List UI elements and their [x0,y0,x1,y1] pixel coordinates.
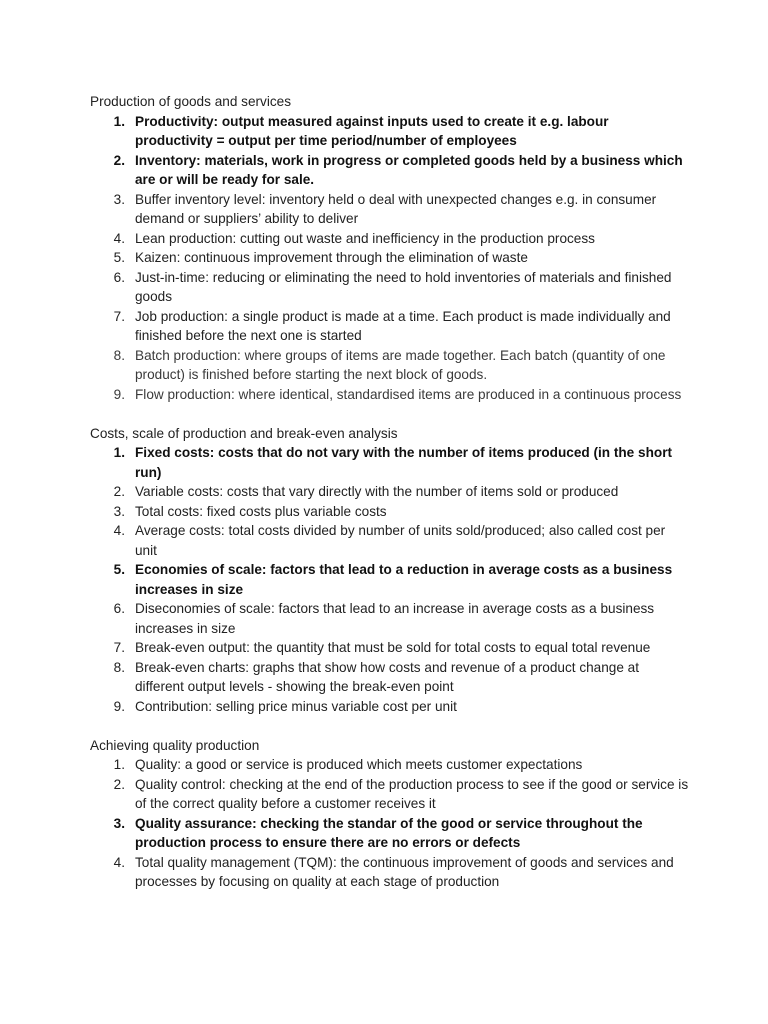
item-text: Kaizen: continuous improvement through the elimination of waste [135,250,528,265]
item-number: 6. [113,601,125,616]
item-text: Productivity: output measured against inputs used to create it e.g. labour productivity = output per time period/number of employees [135,113,609,148]
section-title: Achieving quality production [90,737,260,753]
item-text: Break-even charts: graphs that show how costs and revenue of a product change at different output levels - showing the break-even point [135,659,640,694]
item-text: Inventory: materials, work in progress or completed goods held by a business which are or will be ready for sale. [135,152,683,187]
item-text: Variable costs: costs that vary directly with the number of items sold or produced [135,484,619,499]
section-production [90,92,690,404]
section-quality [90,736,690,892]
list-item [90,638,690,658]
list-item [90,775,690,814]
item-number: 1. [113,445,125,460]
item-number: 1. [113,113,125,129]
item-number: 1. [113,757,125,772]
document-page [90,92,690,911]
item-number: 7. [113,308,125,324]
item-number: 4. [113,230,125,246]
item-number: 8. [113,659,125,675]
item-text: Contribution: selling price minus variable cost per unit [135,698,457,714]
list-item [90,443,690,482]
item-number: 4. [113,854,125,870]
list-item [90,853,690,892]
item-text: Economies of scale: factors that lead to a reduction in average costs as a business increases in size [135,562,673,597]
term-list [90,443,690,716]
item-text: Average costs: total costs divided by number of units sold/produced; also called cost per unit [135,523,666,558]
item-text: Flow production: where identical, standardised items are produced in a continuous process [135,386,682,402]
term-list [90,755,690,892]
list-item [90,482,690,502]
list-item [90,502,690,522]
item-text: Total costs: fixed costs plus variable costs [135,503,387,519]
item-text: Just-in-time: reducing or eliminating the need to hold inventories of materials and finished goods [135,269,672,304]
item-number: 7. [113,640,125,655]
item-text: Total quality management (TQM): the continuous improvement of goods and services and processes by focusing on quality at each stage of production [135,854,674,889]
list-item [90,112,690,151]
list-item [90,697,690,717]
list-item [90,229,690,249]
item-text: Fixed costs: costs that do not vary with the number of items produced (in the short run) [135,445,673,480]
item-number: 2. [113,152,125,168]
list-item [90,658,690,697]
item-number: 9. [113,386,125,402]
item-text: Quality: a good or service is produced which meets customer expectations [135,757,583,772]
item-text: Batch production: where groups of items are made together. Each batch (quantity of one product) is finished before starting the next block of goods. [135,347,666,382]
list-item [90,521,690,560]
item-number: 5. [113,250,125,265]
section-title: Costs, scale of production and break-even analysis [90,425,398,441]
item-number: 4. [113,523,125,538]
term-list [90,112,690,405]
item-text: Buffer inventory level: inventory held o deal with unexpected changes e.g. in consumer demand or suppliers’ ability to deliver [135,191,657,226]
list-item [90,814,690,853]
item-number: 3. [113,503,125,519]
item-number: 3. [113,191,125,207]
item-number: 3. [113,815,125,831]
list-item [90,599,690,638]
item-number: 6. [113,269,125,285]
section-costs [90,424,690,717]
list-item [90,385,690,405]
section-title: Production of goods and services [90,94,292,109]
item-text: Quality assurance: checking the standar of the good or service throughout the production process to ensure there are no errors or defects [135,815,643,850]
list-item [90,560,690,599]
item-number: 2. [113,776,125,792]
list-item [90,346,690,385]
list-item [90,190,690,229]
list-item [90,151,690,190]
list-item [90,755,690,775]
item-text: Break-even output: the quantity that must be sold for total costs to equal total revenue [135,640,651,655]
list-item [90,268,690,307]
list-item [90,248,690,268]
list-item [90,307,690,346]
item-number: 2. [113,484,125,499]
item-text: Quality control: checking at the end of the production process to see if the good or service is of the correct quality before a customer receives it [135,776,689,811]
item-text: Job production: a single product is made at a time. Each product is made individually and finished before the next one is started [135,308,671,343]
item-number: 5. [113,562,125,577]
item-text: Lean production: cutting out waste and inefficiency in the production process [135,230,595,246]
item-number: 9. [113,698,125,714]
item-text: Diseconomies of scale: factors that lead to an increase in average costs as a business increases in size [135,601,655,636]
item-number: 8. [113,347,125,363]
